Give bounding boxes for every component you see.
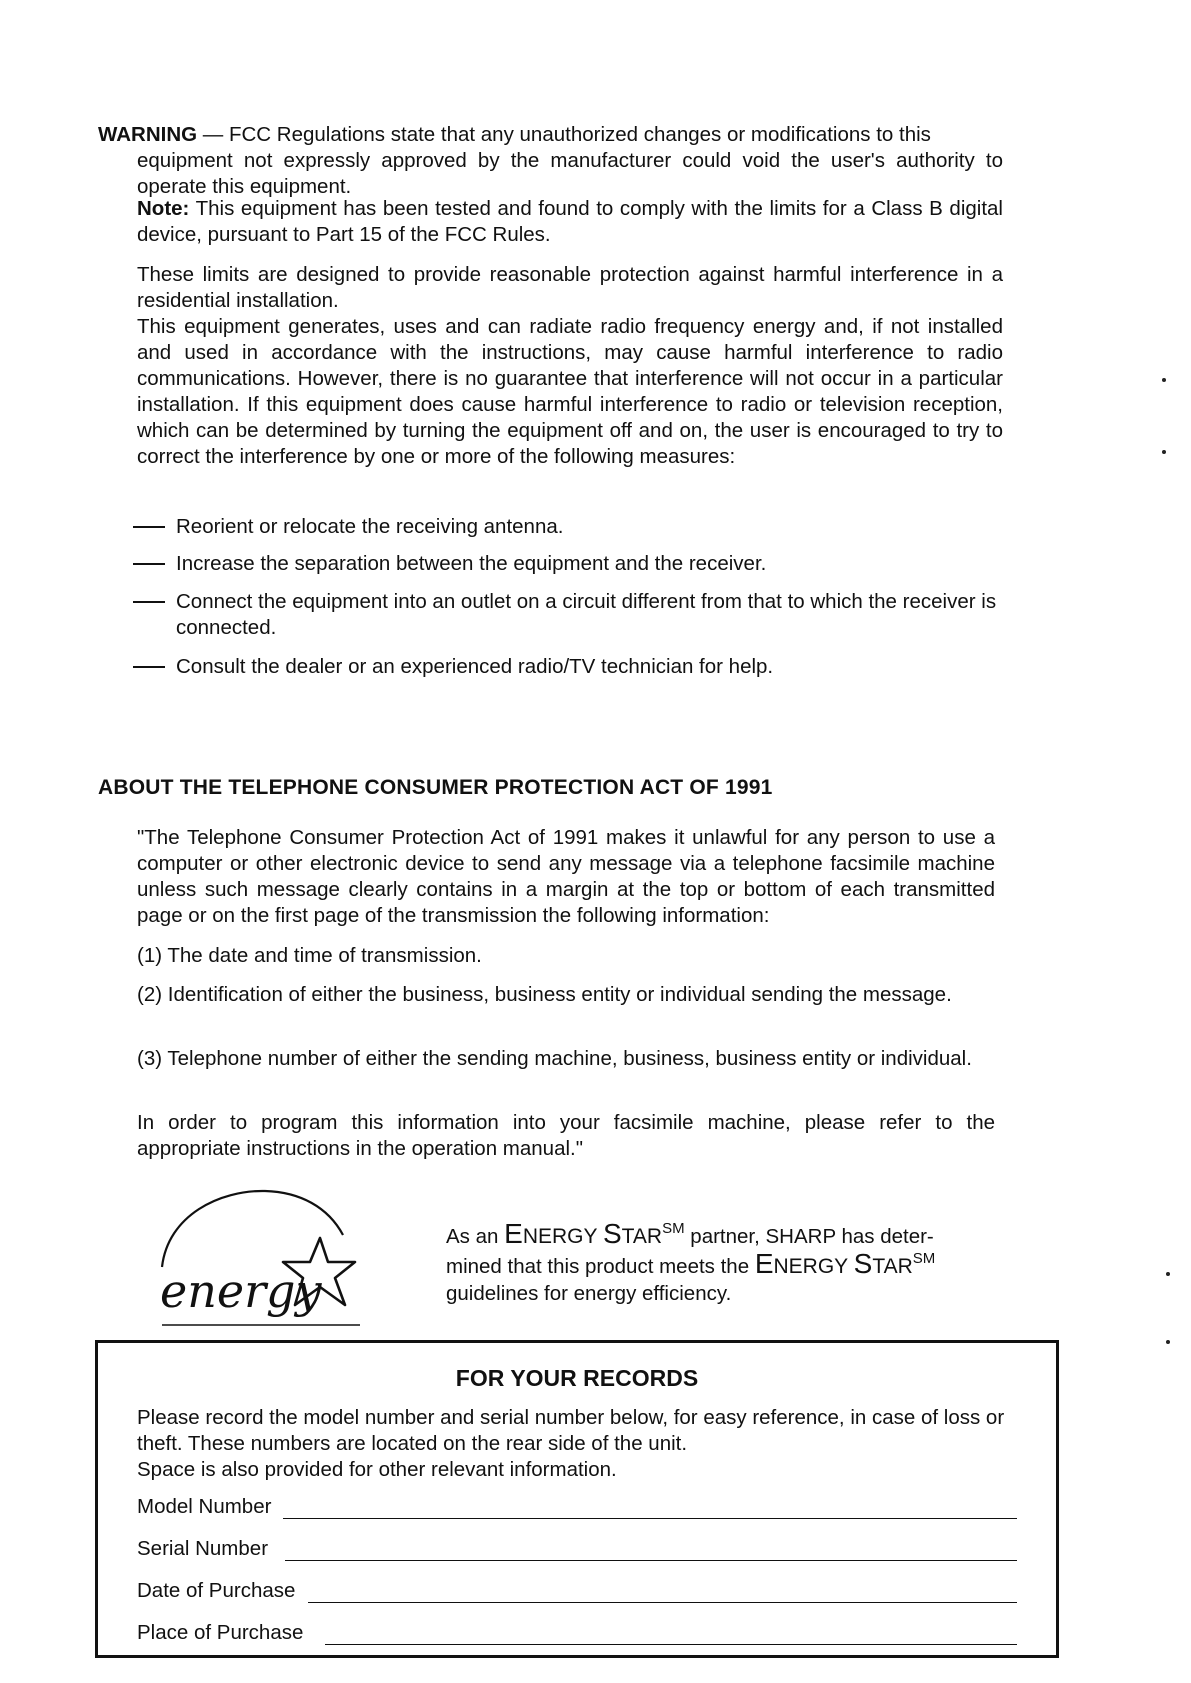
dash-mark	[133, 526, 165, 528]
model-number-label: Model Number	[137, 1495, 272, 1518]
scan-speck	[1162, 378, 1166, 382]
records-intro: Please record the model number and serial number below, for easy reference, in case of loss or theft. These numbers are located on the rear side of the unit. Space is also provided for other relevant information.	[137, 1406, 1005, 1481]
list-item: Consult the dealer or an experienced radio/TV technician for help.	[133, 654, 1003, 680]
limits-paragraph: These limits are designed to provide reasonable protection against harmful interference in a residential installation.	[137, 263, 1003, 312]
serial-number-label: Serial Number	[137, 1537, 269, 1560]
list-item: Reorient or relocate the receiving antenna.	[133, 514, 1003, 540]
date-of-purchase-line[interactable]	[308, 1602, 1017, 1603]
scan-speck	[1162, 450, 1166, 454]
list-item: Connect the equipment into an outlet on a circuit different from that to which the receiver is connected.	[133, 589, 1003, 641]
warning-first-line: — FCC Regulations state that any unauthorized changes or modifications to this	[197, 123, 931, 146]
list-item: Increase the separation between the equipment and the receiver.	[133, 551, 1003, 577]
energy-star-logo	[150, 1185, 370, 1335]
dash-mark	[133, 563, 165, 565]
tcpa-item-2: (2) Identification of either the business, business entity or individual sending the message.	[137, 983, 952, 1006]
warning-continuation: equipment not expressly approved by the manufacturer could void the user's authority to operate this equipment.	[137, 149, 1003, 198]
warning-paragraph	[98, 122, 1003, 200]
dash-mark	[133, 601, 165, 603]
model-number-line[interactable]	[283, 1518, 1017, 1519]
tcpa-item-3: (3) Telephone number of either the sending machine, business, business entity or individual.	[137, 1047, 972, 1070]
note-label: Note:	[137, 197, 190, 220]
place-of-purchase-label: Place of Purchase	[137, 1621, 304, 1644]
energy-star-statement: As an ENERGY STAR℠ partner, SHARP has deter- mined that this product meets the ENERGY STAR℠ guidelines for energy efficiency.	[446, 1218, 936, 1305]
interference-paragraph: This equipment generates, uses and can radiate radio frequency energy and, if not installed and used in accordance with the instructions, may cause harmful interference to radio communications. However, there is no guarantee that interference will not occur in a particular installation. If this equipment does cause harmful interference to radio or television reception, which can be determined by turning the equipment off and on, the user is encouraged to try to correct the interference by one or more of the following measures:	[137, 315, 1003, 468]
tcpa-intro: "The Telephone Consumer Protection Act of 1991 makes it unlawful for any person to use a computer or other electronic device to send any message via a telephone facsimile machine unless such message clearly contains in a margin at the top or bottom of each transmitted page or on the first page of the transmission the following information:	[137, 826, 995, 927]
place-of-purchase-line[interactable]	[325, 1644, 1017, 1645]
place-of-purchase-field[interactable]	[137, 1619, 1017, 1649]
scan-speck	[1166, 1272, 1170, 1276]
note-text: This equipment has been tested and found to comply with the limits for a Class B digital device, pursuant to Part 15 of the FCC Rules.	[137, 197, 1003, 246]
dash-mark	[133, 666, 165, 668]
serial-number-line[interactable]	[285, 1560, 1017, 1561]
note-paragraph	[137, 196, 1003, 248]
records-box	[95, 1340, 1059, 1658]
date-of-purchase-label: Date of Purchase	[137, 1579, 296, 1602]
tcpa-item-1: (1) The date and time of transmission.	[137, 944, 482, 967]
tcpa-heading: ABOUT THE TELEPHONE CONSUMER PROTECTION ACT OF 1991	[98, 776, 773, 799]
records-title: FOR YOUR RECORDS	[455, 1365, 699, 1391]
model-number-field[interactable]	[137, 1493, 1017, 1523]
date-of-purchase-field[interactable]	[137, 1577, 1017, 1607]
tcpa-closing: In order to program this information into your facsimile machine, please refer to the appropriate instructions in the operation manual."	[137, 1111, 995, 1160]
energy-logo-text: energy	[160, 1264, 322, 1318]
scan-speck	[1166, 1340, 1170, 1344]
energy-star-icon	[150, 1185, 370, 1335]
warning-label: WARNING	[98, 123, 198, 146]
serial-number-field[interactable]	[137, 1535, 1017, 1565]
